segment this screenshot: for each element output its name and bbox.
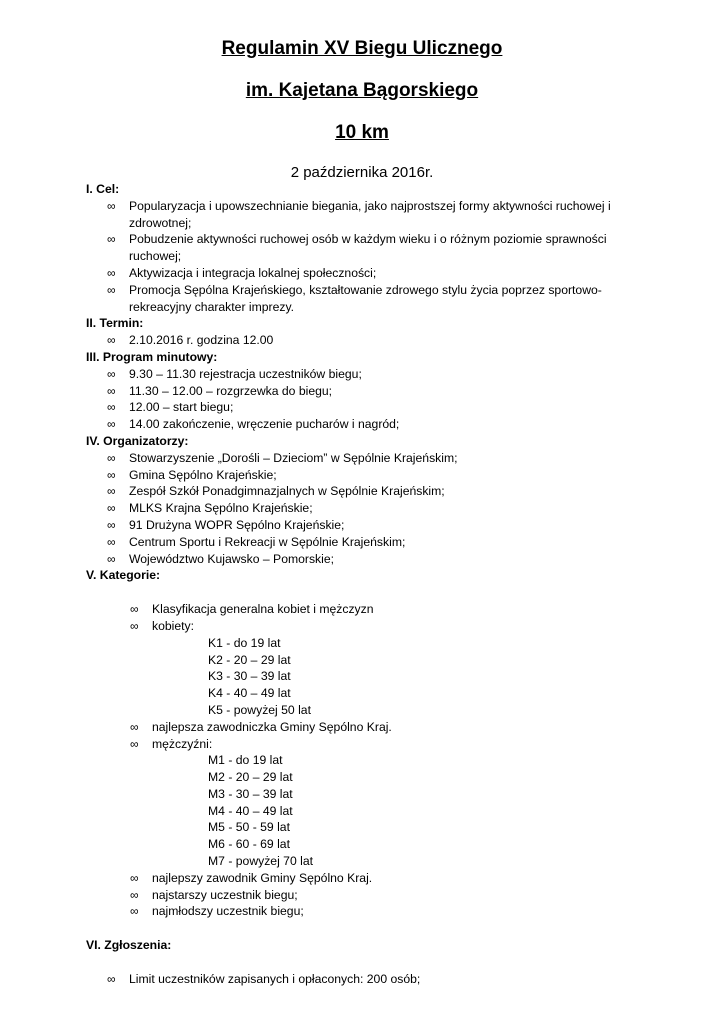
section-heading-program: III. Program minutowy:	[86, 349, 218, 364]
list-item: ∞ Centrum Sportu i Rekreacji w Sępólnie Krajeńskim;	[107, 534, 406, 549]
list-item: ∞ Gmina Sępólno Krajeńskie;	[107, 467, 277, 482]
kategorie-list	[0, 601, 724, 635]
termin-list	[0, 332, 724, 349]
section-heading-termin: II. Termin:	[86, 316, 144, 331]
list-item: ∞ Limit uczestników zapisanych i opłaconych: 200 osób;	[107, 972, 421, 987]
infinity-bullet-icon: ∞	[107, 484, 116, 499]
title-line-3: 10 km	[335, 122, 389, 143]
infinity-bullet-icon: ∞	[107, 501, 116, 516]
list-item: ∞ Stowarzyszenie „Dorośli – Dzieciom” w Sępólnie Krajeńskim;	[107, 450, 458, 465]
men-category: M6 - 60 - 69 lat	[208, 837, 290, 852]
infinity-bullet-icon: ∞	[107, 333, 116, 348]
infinity-bullet-icon: ∞	[107, 551, 116, 566]
list-item: ∞ Aktywizacja i integracja lokalnej społeczności;	[107, 265, 377, 280]
infinity-bullet-icon: ∞	[107, 450, 116, 465]
program-list	[0, 366, 724, 433]
infinity-bullet-icon: ∞	[107, 198, 116, 213]
list-item: ∞ najlepszy zawodnik Gminy Sępólno Kraj.	[130, 870, 373, 885]
infinity-bullet-icon: ∞	[107, 417, 116, 432]
infinity-bullet-icon: ∞	[107, 972, 116, 987]
regulation-body	[0, 181, 724, 988]
men-category: M7 - powyżej 70 lat	[208, 854, 313, 869]
infinity-bullet-icon: ∞	[130, 887, 139, 902]
men-category: M2 - 20 – 29 lat	[208, 770, 293, 785]
list-item: ∞ 9.30 – 11.30 rejestracja uczestników biegu;	[107, 366, 362, 381]
infinity-bullet-icon: ∞	[107, 265, 116, 280]
women-category: K1 - do 19 lat	[208, 635, 281, 650]
infinity-bullet-icon: ∞	[107, 400, 116, 415]
infinity-bullet-icon: ∞	[107, 534, 116, 549]
infinity-bullet-icon: ∞	[130, 719, 139, 734]
spacer	[0, 584, 724, 601]
list-item: ∞ kobiety:	[130, 618, 195, 633]
infinity-bullet-icon: ∞	[130, 618, 139, 633]
men-category: M1 - do 19 lat	[208, 753, 283, 768]
list-item: ∞ najstarszy uczestnik biegu;	[130, 887, 298, 902]
men-category: M3 - 30 – 39 lat	[208, 786, 293, 801]
title-line-2: im. Kajetana Bągorskiego	[245, 80, 479, 101]
list-item: ∞ mężczyźni:	[130, 736, 213, 751]
list-item: ∞ najlepsza zawodniczka Gminy Sępólno Kraj.	[130, 719, 392, 734]
list-item: ∞ MLKS Krajna Sępólno Krajeńskie;	[107, 501, 313, 516]
list-item: ∞ Popularyzacja i upowszechnianie biegania, jako najprostszej formy aktywności ruchowej i zdrowotnej;	[107, 198, 611, 230]
kategorie-list-3	[0, 870, 724, 920]
list-item: ∞ Pobudzenie aktywności ruchowej osób w każdym wieku i o różnym poziomie sprawności ruchowej;	[107, 232, 607, 264]
infinity-bullet-icon: ∞	[130, 736, 139, 751]
section-heading-cel: I. Cel:	[86, 182, 120, 196]
spacer	[0, 954, 724, 971]
infinity-bullet-icon: ∞	[107, 232, 116, 247]
list-item: ∞ Zespół Szkół Ponadgimnazjalnych w Sępólnie Krajeńskim;	[107, 484, 445, 499]
zgloszenia-list	[0, 971, 724, 988]
list-item: ∞ Promocja Sępólna Krajeńskiego, kształtowanie zdrowego stylu życia poprzez sportowo-rekreacyjny charakter imprezy.	[107, 282, 602, 314]
section-heading-kategorie: V. Kategorie:	[86, 568, 161, 583]
kategorie-list-2	[0, 719, 724, 753]
list-item: ∞ 12.00 – start biegu;	[107, 400, 234, 415]
list-item: ∞ Klasyfikacja generalna kobiet i mężczyzn	[130, 602, 374, 617]
list-item: ∞ 91 Drużyna WOPR Sępólno Krajeńskie;	[107, 517, 345, 532]
list-item: ∞ 2.10.2016 r. godzina 12.00	[107, 333, 274, 348]
infinity-bullet-icon: ∞	[107, 282, 116, 297]
women-category: K2 - 20 – 29 lat	[208, 652, 291, 667]
event-date: 2 października 2016r.	[290, 164, 434, 181]
infinity-bullet-icon: ∞	[130, 870, 139, 885]
infinity-bullet-icon: ∞	[107, 366, 116, 381]
list-item: ∞ 14.00 zakończenie, wręczenie pucharów i nagród;	[107, 417, 400, 432]
infinity-bullet-icon: ∞	[130, 904, 139, 919]
infinity-bullet-icon: ∞	[107, 467, 116, 482]
list-item: ∞ najmłodszy uczestnik biegu;	[130, 904, 304, 919]
section-heading-organizatorzy: IV. Organizatorzy:	[86, 433, 189, 448]
organizatorzy-list	[0, 450, 724, 568]
infinity-bullet-icon: ∞	[107, 383, 116, 398]
women-category: K3 - 30 – 39 lat	[208, 669, 291, 684]
list-item: ∞ Województwo Kujawsko – Pomorskie;	[107, 551, 335, 566]
infinity-bullet-icon: ∞	[130, 602, 139, 617]
cel-list	[0, 198, 724, 316]
infinity-bullet-icon: ∞	[107, 517, 116, 532]
women-category: K5 - powyżej 50 lat	[208, 702, 311, 717]
women-category: K4 - 40 – 49 lat	[208, 686, 291, 701]
section-heading-zgloszenia: VI. Zgłoszenia:	[86, 938, 172, 953]
men-category: M4 - 40 – 49 lat	[208, 803, 293, 818]
list-item: ∞ 11.30 – 12.00 – rozgrzewka do biegu;	[107, 383, 333, 398]
spacer	[0, 920, 724, 937]
men-category: M5 - 50 - 59 lat	[208, 820, 290, 835]
title-line-1: Regulamin XV Biegu Ulicznego	[221, 38, 503, 59]
